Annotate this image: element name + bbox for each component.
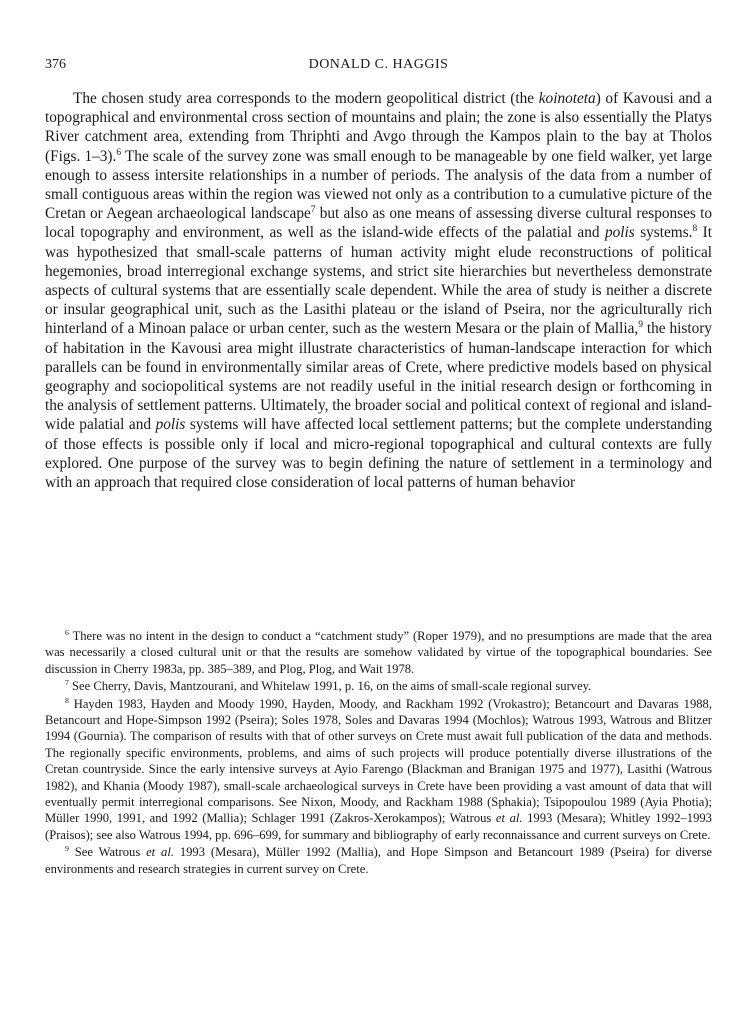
body-text-segment: It was hypothesized that small-scale patterns of human activity might elude reconstructions of political hegemonies, broad interregional exchange systems, and strict site hierarchies but nevertheless demonstrate aspects of cultural systems that are essentially scale dependent. While the area of study is neither a discrete or insular geographical unit, such as the Lasithi plateau or the island of Pseira, nor the agriculturally rich hinterland of a Minoan palace or urban center, such as the western Mesara or the plain of Mallia,: [45, 224, 713, 338]
footnote-ref-8[interactable]: 8: [692, 224, 698, 235]
footnote-number: 8: [65, 695, 69, 705]
running-head: DONALD C. HAGGIS: [308, 57, 449, 72]
body-text-segment: systems will have affected local settlement patterns; but the complete understanding of those effects is possible only if local and micro-regional topographical and cultural contexts are fully explored. One purpose of the survey was to begin defining the nature of settlement in a terminology and with an approach that required close consideration of local patterns of human behavior: [45, 416, 712, 492]
footnotes: [45, 628, 712, 878]
footnote-7: [45, 678, 712, 694]
italic-term: polis: [604, 224, 635, 242]
body-text-segment: but also as one means of assessing diverse cultural responses to local topography and environment, as well as the island-wide effects of the palatial and: [45, 205, 712, 242]
italic-term: polis: [155, 416, 186, 434]
footnote-ref-6[interactable]: 6: [116, 147, 122, 158]
footnote-number: 7: [65, 678, 69, 688]
body-text-segment: systems.: [634, 224, 693, 242]
footnote-number: 6: [65, 627, 69, 637]
italic-term: et al.: [495, 811, 523, 826]
page-header: [45, 57, 712, 79]
footnote-text: 1993 (Mesara), Müller 1992 (Mallia), and Hope Simpson and Betancourt 1989 (Pseira) for diverse environments and research strategies in current survey on Crete.: [45, 845, 712, 876]
italic-term: koinoteta: [538, 90, 596, 107]
body-text-segment: ) of Kavousi and a topographical and environmental cross section of mountains and plain; the zone is also essentially the Platys River catchment area, extending from Thriphti and Avgo through the Kampos plain to the bay at Tholos (Figs. 1–3).: [45, 90, 712, 165]
footnote-9: [45, 844, 712, 877]
body-text-segment: The scale of the survey zone was small enough to be manageable by one field walker, yet large enough to assess intersite relationships in a number of periods. The analysis of the data from a number of small contiguous areas within the region was viewed not only as a contribution to a cumulative picture of the Cretan or Aegean archaeological landscape: [45, 147, 712, 223]
footnote-text: There was no intent in the design to conduct a “catchment study” (Roper 1979), and no presumptions are made that the area was necessarily a closed cultural unit or that the results are somehow validated by virtue of the topographical boundaries. See discussion in Cherry 1983a, pp. 385–389, and Plog, Plog, and Wait 1978.: [45, 629, 712, 676]
body-text-segment: the history of habitation in the Kavousi area might illustrate characteristics of human-landscape interaction for which parallels can be found in environmentally similar areas of Crete, where predictive models based on physical geography and sociopolitical systems are not readily useful in the initial research design or forthcoming in the analysis of settlement patterns. Ultimately, the broader social and political context of regional and island-wide palatial and: [45, 320, 712, 434]
footnote-number: 9: [65, 844, 69, 854]
body-text-segment: The chosen study area corresponds to the modern geopolitical district (the: [73, 90, 539, 107]
footnote-ref-7[interactable]: 7: [310, 205, 316, 216]
page-number: 376: [45, 57, 66, 72]
footnote-text: See Watrous: [68, 845, 147, 860]
footnote-6: [45, 628, 712, 677]
body-paragraph: [45, 89, 712, 492]
italic-term: et al.: [146, 845, 174, 860]
footnote-text: Hayden 1983, Hayden and Moody 1990, Hayden, Moody, and Rackham 1992 (Vrokastro); Betancourt and Davaras 1988, Betancourt and Hope-Simpson 1992 (Pseira); Soles 1978, Soles and Davaras 1994 (Mochlos); Watrous 1993, Watrous and Blitzer 1994 (Gournia). The comparison of results with that of other surveys on Crete must await full publication of the data and methods. The regionally specific environments, problems, and aims of such projects will produce potentially diverse illustrations of the Cretan countryside. Since the early intensive surveys at Ayio Farengo (Blackman and Branigan 1975 and 1977), Lasithi (Watrous 1982), and Khania (Moody 1987), small-scale archaeological surveys in Crete have been providing a vast amount of data that will eventually permit interregional comparisons. See Nixon, Moody, and Rackham 1988 (Sphakia); Tsipopoulou 1989 (Ayia Photia); Müller 1990, 1991, and 1992 (Mallia); Schlager 1991 (Zakros-Xerokampos); Watrous: [45, 696, 712, 826]
footnote-text: See Cherry, Davis, Mantzourani, and Whitelaw 1991, p. 16, on the aims of small-scale regional survey.: [68, 679, 592, 694]
footnote-ref-9[interactable]: 9: [638, 320, 643, 331]
footnote-8: [45, 696, 712, 844]
footnote-text: 1993 (Mesara); Whitley 1992–1993 (Praisos); see also Watrous 1994, pp. 696–699, for summary and bibliography of early reconnaissance and current surveys on Crete.: [45, 811, 712, 842]
